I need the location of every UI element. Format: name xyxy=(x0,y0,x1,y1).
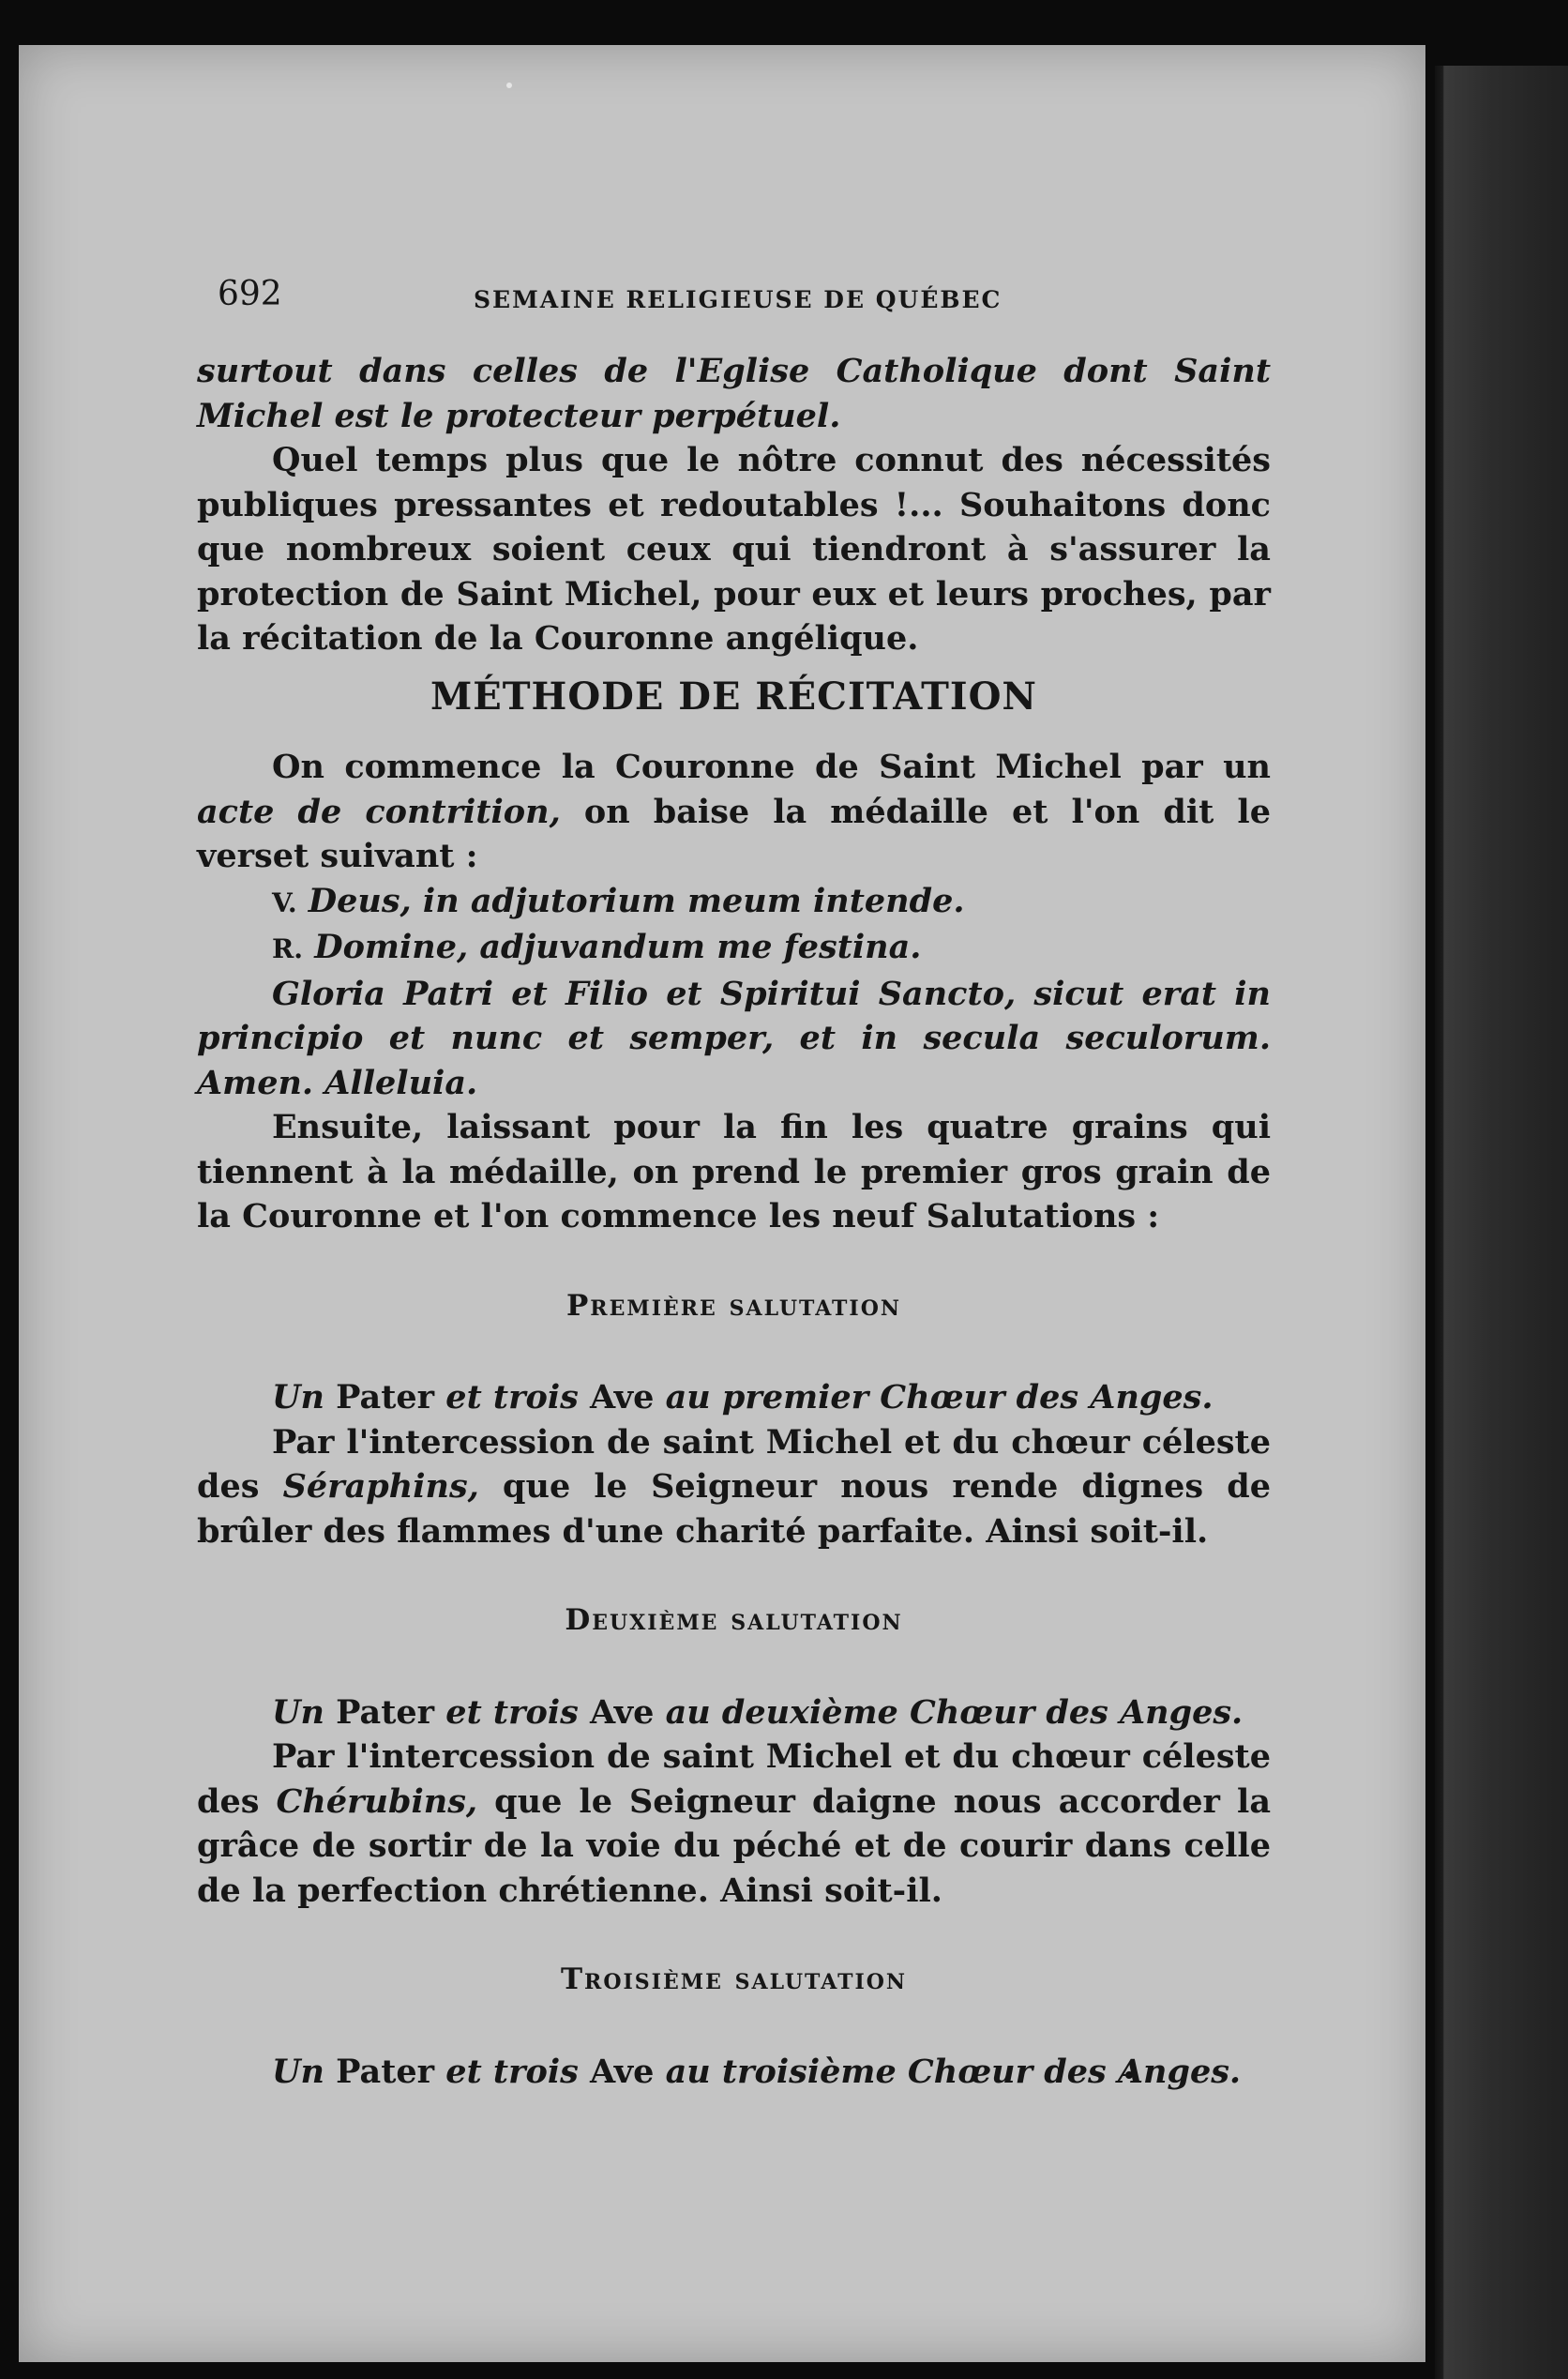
salutation-3-title: Troisième salutation xyxy=(560,1962,908,1996)
dust-speck xyxy=(506,83,512,88)
page-number: 692 xyxy=(218,275,282,313)
page-content xyxy=(197,272,1271,2094)
salutation-2-title: Deuxième salutation xyxy=(565,1603,903,1637)
salutation-2-prayer: Par l'intercession de saint Michel et du chœur céleste des Chérubins, que le Seigneur daigne nous accorder la grâce de sortir de la voie du péché et de courir dans celle de la perfection chrétienne. Ainsi soit-il. xyxy=(197,1737,1271,1910)
method-paragraph-2: Ensuite, laissant pour la fin les quatre grains qui tiennent à la médaille, on prend le premier gros grain de la Couronne et l'on commence les neuf Salutations : xyxy=(197,1108,1271,1235)
intro-paragraph-1: surtout dans celles de l'Eglise Catholique dont Saint Michel est le protecteur perpétuel. xyxy=(197,352,1271,435)
salutation-1-rubric: Un Pater et trois Ave au premier Chœur des Anges. xyxy=(272,1378,1214,1417)
method-paragraph-1: On commence la Couronne de Saint Michel par un acte de contrition, on baise la médaille et l'on dit le verset suivant : xyxy=(197,748,1271,875)
running-title: SEMAINE RELIGIEUSE DE QUÉBEC xyxy=(474,286,1003,313)
section-heading: MÉTHODE DE RÉCITATION xyxy=(430,674,1037,719)
versicle: V. Deus, in adjutorium meum intende. xyxy=(272,881,965,920)
salutation-2-rubric: Un Pater et trois Ave au deuxième Chœur des Anges. xyxy=(272,1692,1244,1732)
response: R. Domine, adjuvandum me festina. xyxy=(272,928,922,966)
salutation-3-rubric: Un Pater et trois Ave au troisième Chœur des Anges. xyxy=(272,2052,1242,2091)
salutation-1-prayer: Par l'intercession de saint Michel et du chœur céleste des Séraphins, que le Seigneur nous rende dignes de brûler des flammes d'une charité parfaite. Ainsi soit-il. xyxy=(197,1422,1271,1551)
salutation-1-title: Première salutation xyxy=(566,1288,901,1323)
adjacent-page-edge xyxy=(1435,66,1568,2379)
running-head xyxy=(197,272,1271,328)
intro-paragraph-2: Quel temps plus que le nôtre connut des nécessités publiques pressantes et redoutables !... Souhaitons donc que nombreux soient ceux qui tiendront à s'assurer la protection de Saint Michel, pour eux et leurs proches, par la récitation de la Couronne angélique. xyxy=(197,441,1271,658)
gloria-prayer: Gloria Patri et Filio et Spiritui Sancto, sicut erat in principio et nunc et semper, et in secula seculorum. Amen. Alleluia. xyxy=(197,974,1271,1102)
